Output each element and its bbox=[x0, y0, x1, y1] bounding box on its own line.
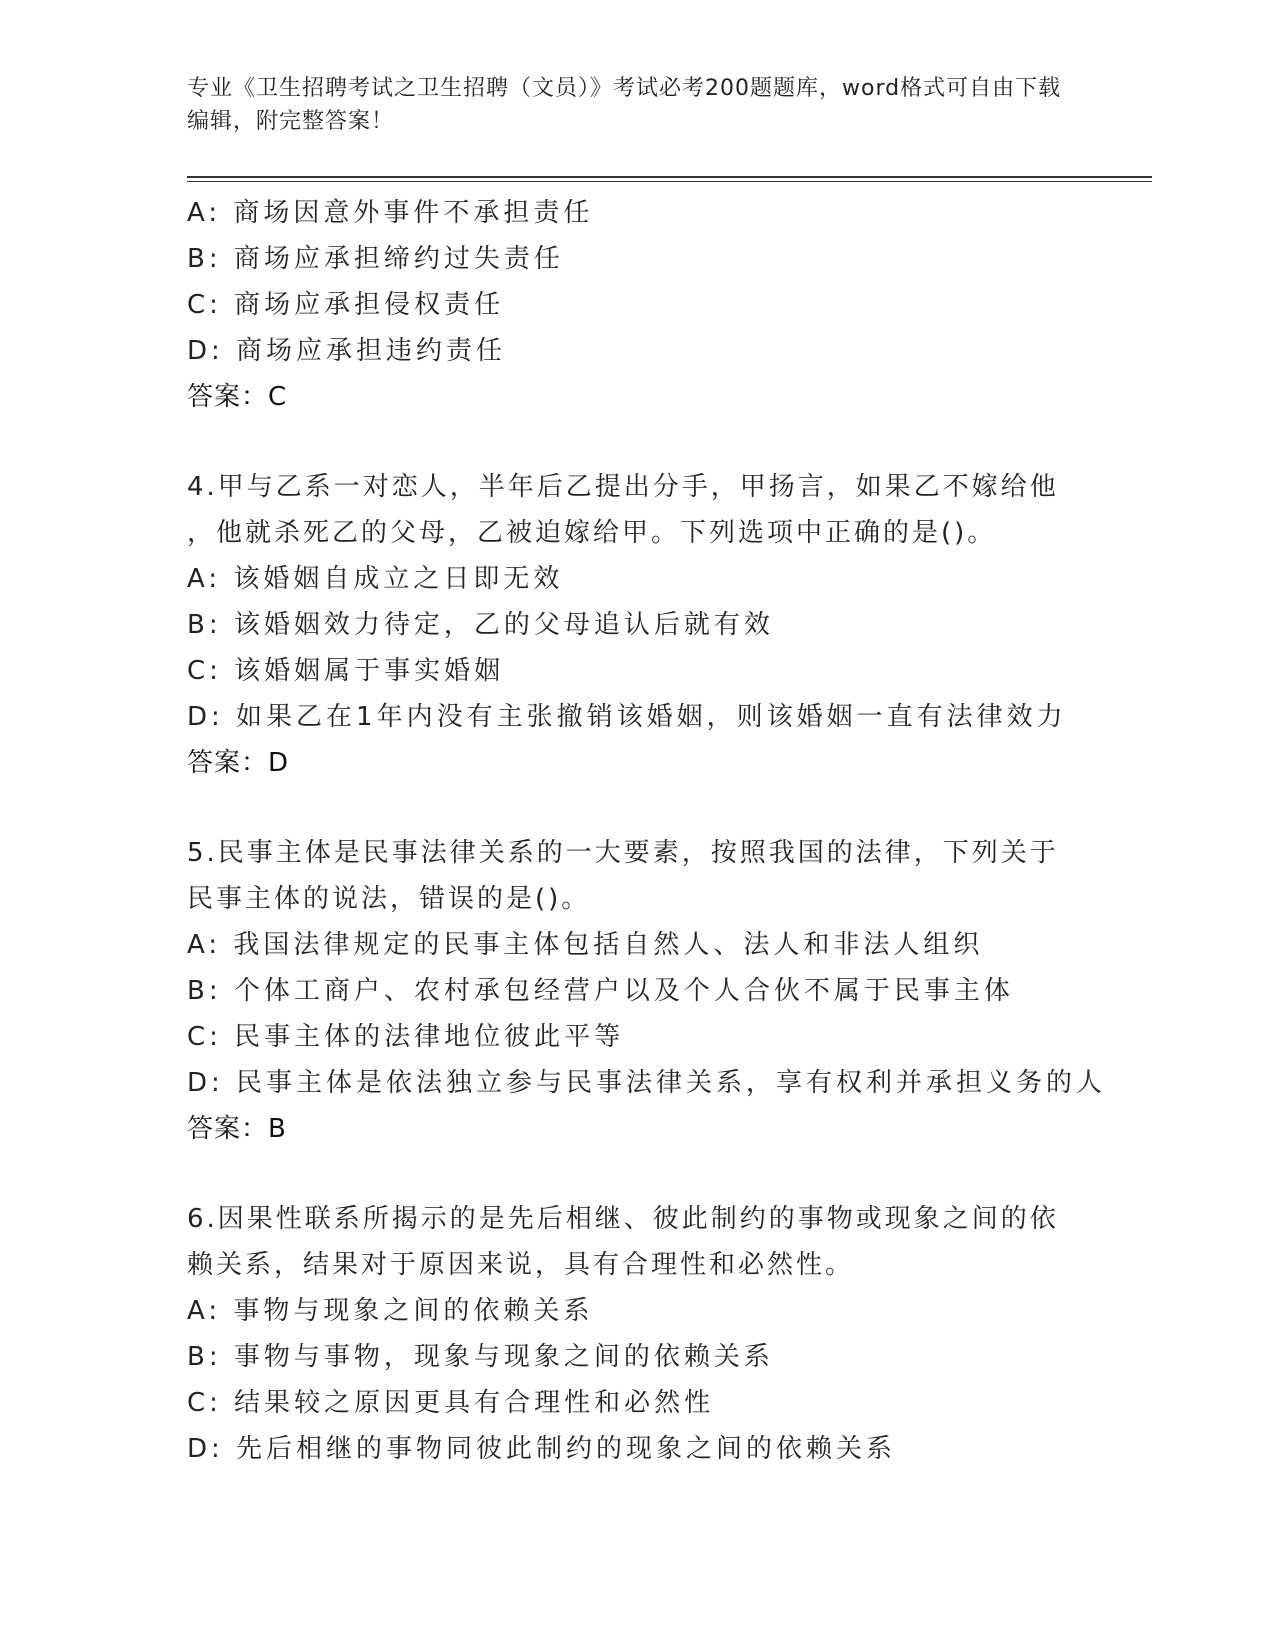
option-d: D: 商场应承担违约责任 bbox=[187, 336, 507, 366]
document-header-title: 专业《卫生招聘考试之卫生招聘（文员）》考试必考200题题库，word格式可自由下载编辑，附完整答案！ bbox=[187, 76, 1062, 134]
question-stem-line: 5.民事主体是民事法律关系的一大要素，按照我国的法律，下列关于 bbox=[187, 838, 1059, 868]
option-b: B: 个体工商户、农村承包经营户以及个人合伙不属于民事主体 bbox=[187, 976, 1014, 1006]
option-b: B: 该婚姻效力待定，乙的父母追认后就有效 bbox=[187, 610, 774, 640]
question-stem-line: 6.因果性联系所揭示的是先后相继、彼此制约的事物或现象之间的依 bbox=[187, 1204, 1059, 1234]
option-c: C: 结果较之原因更具有合理性和必然性 bbox=[187, 1388, 715, 1418]
option-d: D: 民事主体是依法独立参与民事法律关系，享有权利并承担义务的人 bbox=[187, 1068, 1107, 1098]
question-block bbox=[187, 1196, 1087, 1472]
spacer bbox=[187, 786, 1087, 830]
option-c: C: 商场应承担侵权责任 bbox=[187, 290, 505, 320]
option-c: C: 民事主体的法律地位彼此平等 bbox=[187, 1022, 625, 1052]
question-block bbox=[187, 830, 1107, 1152]
option-a: A: 商场因意外事件不承担责任 bbox=[187, 198, 594, 228]
option-b: B: 事物与事物，现象与现象之间的依赖关系 bbox=[187, 1342, 774, 1372]
option-d: D: 如果乙在1年内没有主张撤销该婚姻，则该婚姻一直有法律效力 bbox=[187, 702, 1067, 732]
question-stem-line: 赖关系，结果对于原因来说，具有合理性和必然性。 bbox=[187, 1250, 855, 1280]
answer-line: 答案：B bbox=[187, 1114, 287, 1144]
answer-line: 答案：C bbox=[187, 382, 288, 412]
option-a: A: 我国法律规定的民事主体包括自然人、法人和非法人组织 bbox=[187, 930, 984, 960]
option-a: A: 该婚姻自成立之日即无效 bbox=[187, 564, 564, 594]
spacer bbox=[187, 1152, 1087, 1196]
question-block bbox=[187, 190, 1087, 420]
header-rule-thick bbox=[187, 176, 1152, 178]
option-c: C: 该婚姻属于事实婚姻 bbox=[187, 656, 505, 686]
question-stem-line: ，他就杀死乙的父母，乙被迫嫁给甲。下列选项中正确的是()。 bbox=[187, 518, 997, 548]
question-list bbox=[187, 190, 1107, 1472]
option-d: D: 先后相继的事物同彼此制约的现象之间的依赖关系 bbox=[187, 1434, 897, 1464]
answer-line: 答案：D bbox=[187, 748, 290, 778]
question-stem-line: 4.甲与乙系一对恋人，半年后乙提出分手，甲扬言，如果乙不嫁给他 bbox=[187, 472, 1059, 502]
question-stem-line: 民事主体的说法，错误的是()。 bbox=[187, 884, 591, 914]
question-block bbox=[187, 464, 1087, 786]
spacer bbox=[187, 420, 1087, 464]
option-a: A: 事物与现象之间的依赖关系 bbox=[187, 1296, 594, 1326]
option-b: B: 商场应承担缔约过失责任 bbox=[187, 244, 564, 274]
header-rule-thin bbox=[187, 181, 1152, 182]
